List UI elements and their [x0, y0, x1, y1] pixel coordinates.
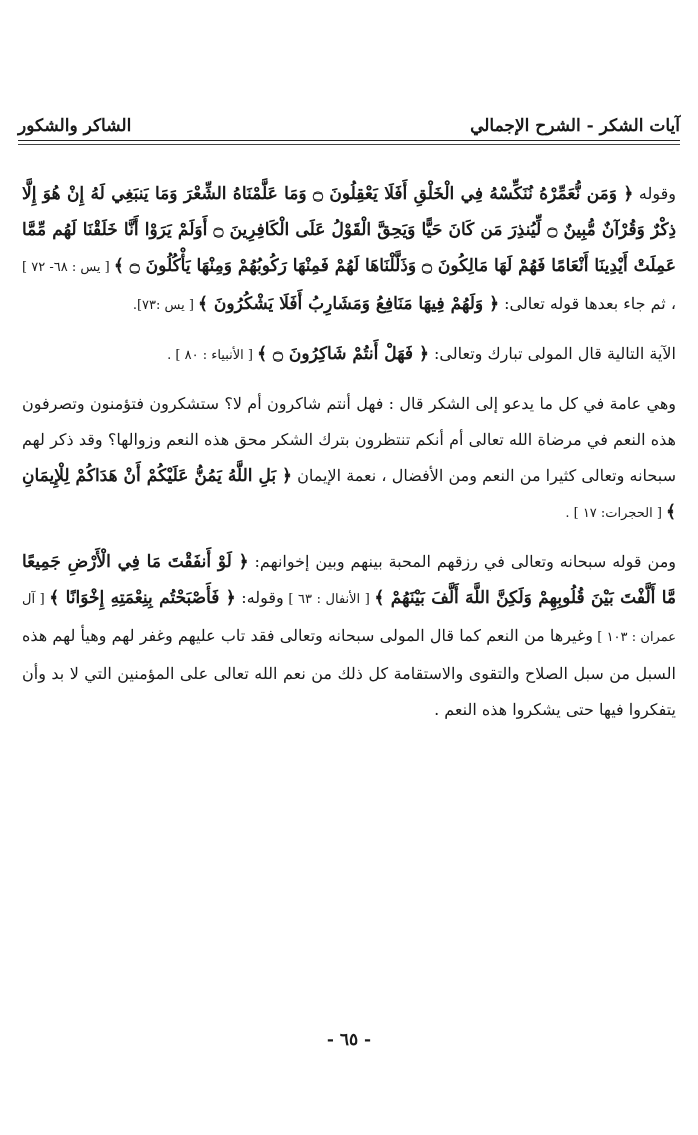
quran-quote-yasin-73: ﴿ وَلَهُمْ فِيهَا مَنَافِعُ وَمَشَارِبُ أَفَلَا يَشْكُرُونَ ﴾ [198, 294, 500, 314]
paragraph-4-tail: وغيرها من النعم كما قال المولى سبحانه وتعالى فقد تاب عليهم وغفر لهم وهيأ لهم هذه السبل من سبل الصلاح والتقوى والاستقامة كل ذلك من نعم الله تعالى على المؤمنين التي لا بد وأن يتفكروا فيها حتى يشكروا هذه النعم . [22, 626, 676, 719]
paragraph-2 [22, 336, 676, 374]
quran-quote-hujurat-17: ﴿ بَلِ اللَّهُ يَمُنُّ عَلَيْكُمْ أَنْ هَدَاكُمْ لِلْإِيمَانِ ﴾ [22, 466, 676, 522]
quran-quote-anbiya-80: ﴿ فَهَلْ أَنتُمْ شَاكِرُونَ ۝ ﴾ [257, 344, 429, 364]
chapter-title: آيات الشكر - الشرح الإجمالي [470, 116, 680, 136]
paragraph-4 [22, 544, 676, 728]
book-title: الشاكر والشكور [18, 116, 132, 136]
paragraph-3 [22, 386, 676, 532]
running-header [18, 112, 680, 142]
paragraph-3-text: وهي عامة في كل ما يدعو إلى الشكر قال : فهل أنتم شاكرون أم لا؟ ستشكرون فتؤمنون وتصرفون هذه النعم في مرضاة الله تعالى أم أنكم تنتظرون بترك الشكر محق هذه النعم وزوالها؟ وقد ذكر لهم سبحانه وتعالى كثيرا من النعم ومن الأفضال ، نعمة الإيمان [22, 394, 676, 485]
verse-reference: [ يس : ٦٨- ٧٢ ] [22, 260, 114, 275]
paragraph-1-mid: ، ثم جاء بعدها قوله تعالى: [499, 294, 676, 313]
page-number: - ٦٥ - [326, 1030, 372, 1050]
verse-reference: [ الأنفال : ٦٣ ] [283, 592, 375, 607]
verse-reference: [ يس :٧٣]. [132, 298, 199, 313]
verse-reference: [ الحجرات: ١٧ ] . [565, 506, 667, 521]
header-rule [18, 140, 680, 141]
page-body [22, 176, 676, 728]
paragraph-1-lead: وقوله [633, 184, 676, 203]
paragraph-4-mid: وقوله: [235, 588, 284, 607]
verse-reference: [ الأنبياء : ٨٠ ] . [167, 348, 258, 363]
quran-quote-al-imran-103: ﴿ فَأَصْبَحْتُم بِنِعْمَتِهِ إِخْوَانًا ﴾ [49, 588, 236, 608]
quran-quote-anfal-63: ﴿ لَوْ أَنفَقْتَ مَا فِي الْأَرْضِ جَمِيعًا مَّا أَلَّفْتَ بَيْنَ قُلُوبِهِمْ وَلَكِنَّ اللَّهَ أَلَّفَ بَيْنَهُمْ ﴾ [22, 552, 677, 608]
verse-reference: [ آل عمران : ١٠٣ ] [22, 592, 677, 645]
paragraph-1 [22, 176, 676, 324]
paragraph-4-lead: ومن قوله سبحانه وتعالى في رزقهم المحبة بينهم وبين إخوانهم: [248, 552, 677, 571]
header-rule-thin [18, 144, 680, 145]
quran-quote-yasin-68-72: ﴿ وَمَن نُّعَمِّرْهُ نُنَكِّسْهُ فِي الْخَلْقِ أَفَلَا يَعْقِلُونَ ۝ وَمَا عَلَّمْنَاهُ الشِّعْرَ وَمَا يَنبَغِي لَهُ إِنْ هُوَ إِلَّا ذِكْرٌ وَقُرْآنٌ مُّبِينٌ ۝ لِّيُنذِرَ مَن كَانَ حَيًّا وَيَحِقَّ الْقَوْلُ عَلَى الْكَافِرِينَ ۝ أَوَلَمْ يَرَوْا أَنَّا خَلَقْنَا لَهُم مِّمَّا عَمِلَتْ أَيْدِينَا أَنْعَامًا فَهُمْ لَهَا مَالِكُونَ ۝ وَذَلَّلْنَاهَا لَهُمْ فَمِنْهَا رَكُوبُهُمْ وَمِنْهَا يَأْكُلُونَ ۝ ﴾ [22, 184, 677, 276]
paragraph-2-lead: الآية التالية قال المولى تبارك وتعالى: [428, 344, 676, 363]
